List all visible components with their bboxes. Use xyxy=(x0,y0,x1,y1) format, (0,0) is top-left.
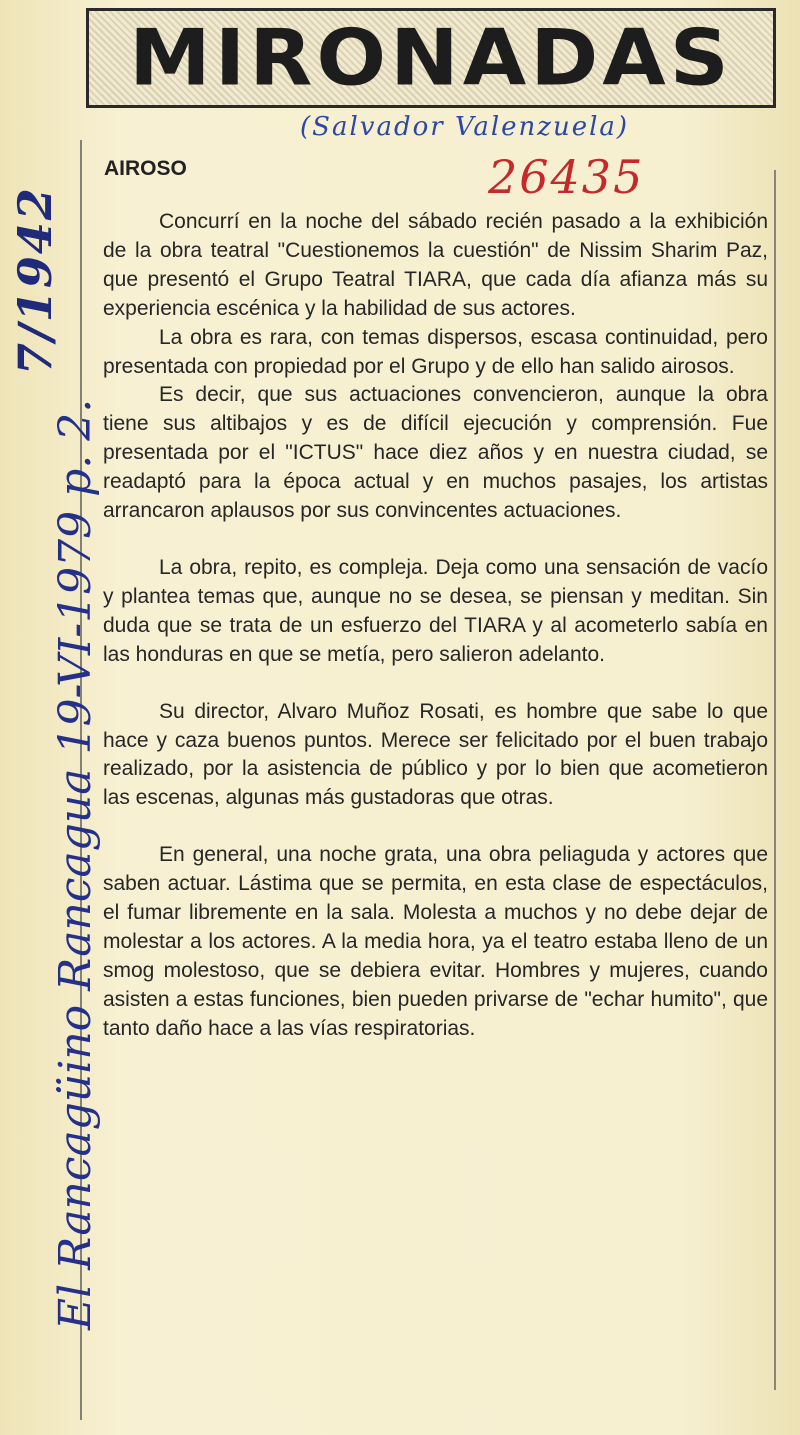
article-paragraph: Su director, Alvaro Muñoz Rosati, es hombre que sabe lo que hace y caza buenos puntos. Merece ser felicitado por el buen trabajo realizado, por la asistencia de público y por lo bien que acometieron las escenas, algunas más gustadoras que otras. xyxy=(103,699,768,810)
article-heading: AIROSO xyxy=(104,157,187,180)
article-body xyxy=(103,208,768,1044)
article-paragraph: Concurrí en la noche del sábado recién pasado a la exhibición de la obra teatral "Cuestionemos la cuestión" de Nissim Sharim Paz, que presentó el Grupo Teatral TIARA, que cada día afianza más su experiencia escénica y la habilidad de sus actores. xyxy=(103,210,768,320)
column-title: MIRONADAS xyxy=(129,13,733,104)
article-paragraph: La obra, repito, es compleja. Deja como una sensación de vacío y plantea temas que, aunque no se desea, se piensan y meditan. Sin duda que se trata de un esfuerzo del TIARA y al acometerlo sabía en las honduras en que se metía, pero salieron adelanto. xyxy=(103,555,768,666)
handwritten-author-note: (Salvador Valenzuela) xyxy=(300,112,630,142)
article-paragraph: En general, una noche grata, una obra peliaguda y actores que saben actuar. Lástima que se permita, en esta clase de espectáculos, el fumar libremente en la sala. Molesta a muchos y no debe dejar de molestar a los actores. A la media hora, ya el teatro estaba lleno de un smog molestoso, que se debiera evitar. Hombres y mujeres, cuando asisten a estas funciones, bien pueden privarse de "echar humito", que tanto daño hace a las vías respiratorias. xyxy=(103,843,768,1040)
handwritten-archive-number: 26435 xyxy=(488,150,645,204)
article-paragraph: Es decir, que sus actuaciones convencieron, aunque la obra tiene sus altibajos y es de difícil ejecución y comprensión. Fue presentada por el "ICTUS" hace diez años y en nuestra ciudad, se readaptó para la época actual y en muchos pasajes, los artistas arrancaron aplausos por sus convincentes actuaciones. xyxy=(103,383,768,523)
handwritten-source-annotation: El Rancagüino Rancagua 19-VI-1979 p. 2. xyxy=(50,398,101,1330)
column-masthead xyxy=(86,8,776,108)
handwritten-margin-id: 7/1942 xyxy=(8,186,62,375)
article-paragraph: La obra es rara, con temas dispersos, escasa continuidad, pero presentada con propiedad por el Grupo y de ello han salido airosos. xyxy=(103,325,768,378)
column-rule-right xyxy=(774,170,776,1390)
